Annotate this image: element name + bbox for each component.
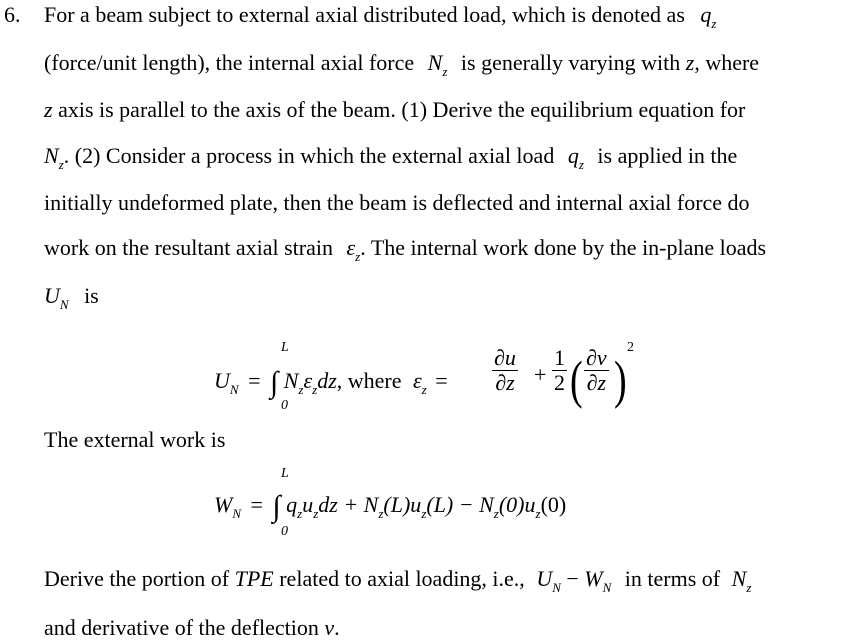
sub-N: N [229, 382, 239, 397]
sub-z: z [535, 506, 541, 521]
line7-b: is [84, 283, 99, 308]
integral-lower: 0 [281, 524, 288, 539]
integral-sign: ∫ [269, 366, 279, 399]
sub-N: N [59, 297, 69, 312]
line2-c: , where [694, 50, 760, 75]
sub-N: N [552, 580, 561, 595]
eq2-tail3: (L) − N [426, 492, 494, 517]
sub-z: z [493, 506, 499, 521]
eq1-lhs: U [214, 368, 230, 393]
sub-z: z [711, 16, 717, 31]
eq2-u: u [302, 492, 314, 517]
final-dot: . [334, 615, 340, 640]
eq2-main: $W_N$ = ∫ $q_zu_zdz + N_z(L)u_z(L) - N_z(0)u_z(0)$ [214, 490, 567, 523]
external-work-label: The external work is [44, 427, 226, 452]
text-line-3 [44, 97, 745, 123]
eq1-main: $U_N$ = ∫ $N_z\varepsilon_zdz$, where $\varepsilon_z$ = [214, 366, 448, 399]
eq2-tail5: (0) [540, 492, 567, 517]
eq1-power: 2 [627, 340, 634, 355]
integral-sign: ∫ [272, 490, 281, 523]
sub-z: z [297, 506, 303, 521]
problem-number: 6. [4, 2, 21, 27]
equation-external-work [214, 466, 634, 546]
var-q: q [567, 143, 579, 168]
frac1-bot: ∂z [495, 370, 515, 395]
frac3-top: ∂v [586, 345, 607, 370]
line-last-a: Derive the portion of [44, 566, 230, 591]
integral-upper: L [281, 466, 289, 481]
line1-text: For a beam subject to external axial distributed load, which is denoted as [44, 2, 685, 27]
var-W: W [584, 566, 603, 591]
frac-du-dz [492, 346, 518, 395]
text-line-4 [44, 143, 737, 172]
sub-z: z [578, 157, 584, 172]
text-line-2 [44, 50, 759, 79]
var-z: z [685, 50, 695, 75]
sub-z: z [313, 506, 319, 521]
eq1-N: N [283, 368, 299, 393]
eq2-q: q [286, 492, 298, 517]
sub-z: z [355, 249, 361, 264]
text-line-final [44, 615, 340, 641]
line6-a: work on the resultant axial strain [44, 235, 333, 260]
sub-z: z [298, 382, 304, 397]
line-last-b: related to axial loading, i.e., [279, 566, 525, 591]
eq1-dz: dz [317, 368, 337, 393]
sub-N: N [602, 580, 612, 595]
text-line-5: initially undeformed plate, then the beam is deflected and internal axial force do [44, 190, 750, 215]
frac1-top: ∂u [494, 345, 516, 370]
frac2-bot: 2 [554, 370, 565, 395]
eq2-lhs: W [214, 492, 233, 517]
line6-b: . The internal work done by the in-plane loads [360, 235, 767, 260]
text-line-derive: Derive the portion of TPE related to axial loading, i.e., $U_N - W_N$ in terms of $N_z$ [44, 566, 752, 595]
integral-lower: 0 [281, 398, 288, 413]
line2-b: is generally varying with [460, 50, 681, 75]
var-N: N [731, 566, 747, 591]
eq2-tail4: (0)u [498, 492, 536, 517]
eq1-where: , where [336, 368, 402, 393]
integral-upper: L [281, 340, 289, 355]
equation-internal-work: L 0 $U_N$ = ∫ $N_z\varepsilon_zdz$, where $\varepsilon_z$ = $\frac{\partial u}{\partial z}$ + $\frac{1}{2}$ ( $\frac{\partial v}{\partial z}$ ) 2 [214, 340, 634, 413]
text-line-7 [44, 283, 99, 312]
eq2-tail: dz + N [318, 492, 379, 517]
frac-dv-dz [584, 346, 609, 395]
sub-z: z [421, 382, 427, 397]
text-line-1 [44, 2, 716, 31]
line4-c: is applied in the [597, 143, 738, 168]
var-q: q [700, 2, 712, 27]
line4-b: . (2) Consider a process in which the external axial load [63, 143, 555, 168]
var-N: N [427, 50, 443, 75]
var-U: U [536, 566, 553, 591]
eq1-eps2: ε [413, 368, 422, 393]
sub-z: z [442, 64, 448, 79]
sub-z: z [746, 580, 752, 595]
sub-z: z [312, 382, 318, 397]
sub-z: z [378, 506, 384, 521]
var-v: v [324, 615, 335, 640]
var-U: U [44, 283, 60, 308]
sub-z: z [421, 506, 427, 521]
tpe-term: TPE [234, 566, 274, 591]
var-N: N [44, 143, 59, 168]
frac3-bot: ∂z [586, 370, 607, 395]
line-last-c: in terms of [624, 566, 721, 591]
sub-z: z [58, 157, 64, 172]
line-final: and derivative of the deflection [44, 615, 319, 640]
line3-b: axis is parallel to the axis of the beam. (1) Derive the equilibrium equation for [58, 97, 746, 122]
frac-half [552, 346, 567, 395]
frac2-top: 1 [554, 345, 565, 370]
sub-N: N [232, 506, 241, 521]
var-eps: ε [346, 235, 356, 260]
text-line-6 [44, 235, 766, 264]
eq2-tail2: (L)u [383, 492, 422, 517]
var-z: z [44, 97, 53, 122]
eq1-eps: ε [303, 368, 313, 393]
line2-a: (force/unit length), the internal axial force [44, 50, 415, 75]
